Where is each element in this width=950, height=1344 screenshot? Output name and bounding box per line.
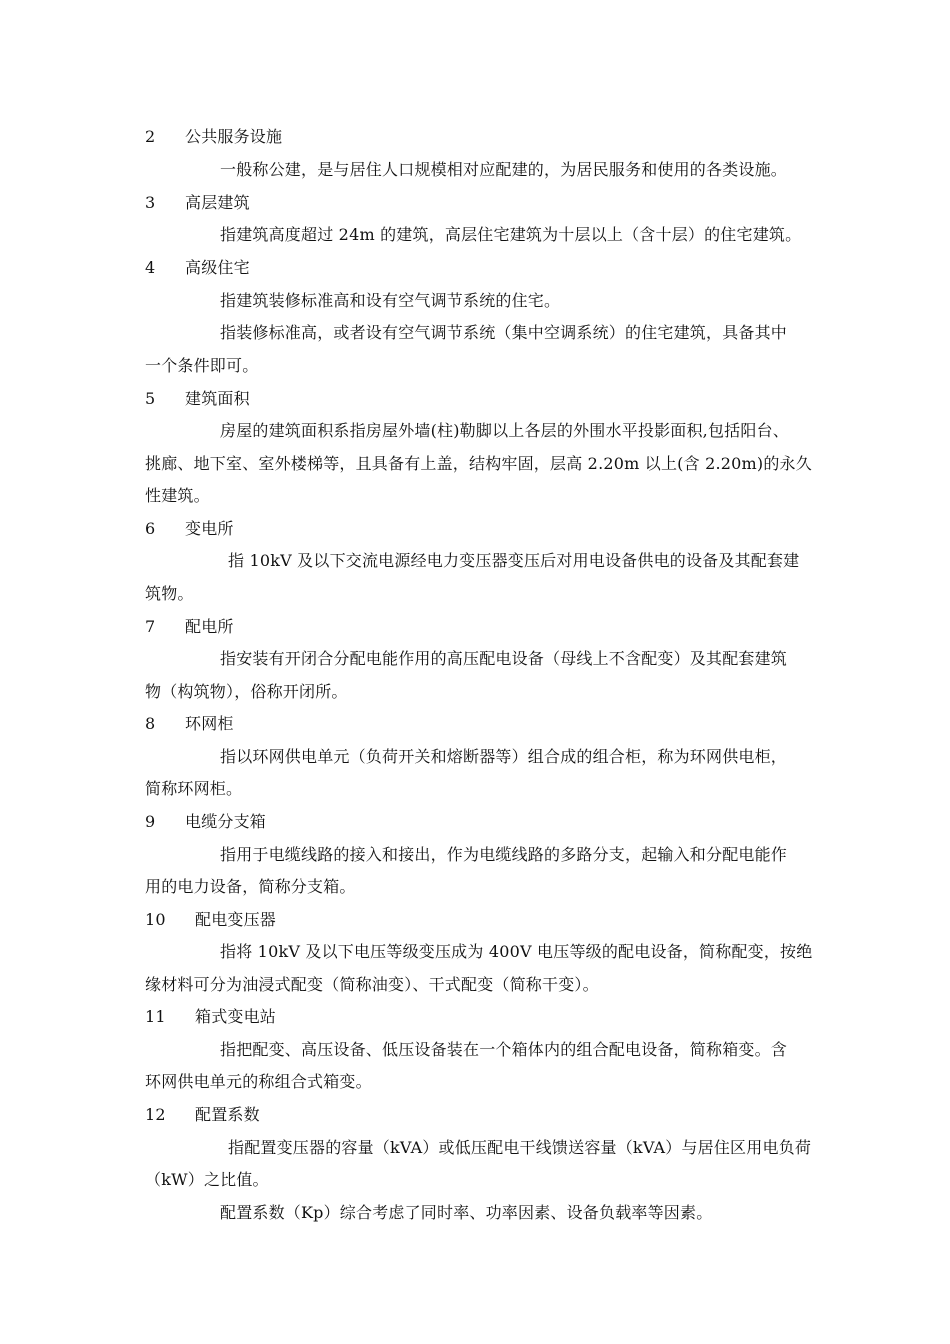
section-heading: 7 配电所 <box>145 617 234 636</box>
paragraph-line: 配置系数（Kp）综合考虑了同时率、功率因素、设备负载率等因素。 <box>220 1203 713 1222</box>
section-heading: 5 建筑面积 <box>145 389 250 408</box>
paragraph-line: 一个条件即可。 <box>145 356 259 375</box>
paragraph-line: 指将 10kV 及以下电压等级变压成为 400V 电压等级的配电设备，简称配变，按绝 <box>220 942 813 961</box>
paragraph-line: 用的电力设备，简称分支箱。 <box>145 877 356 896</box>
paragraph-line: 指建筑高度超过 24m 的建筑，高层住宅建筑为十层以上（含十层）的住宅建筑。 <box>220 225 802 244</box>
paragraph-line: 挑廊、地下室、室外楼梯等，且具备有上盖，结构牢固，层高 2.20m 以上(含 2.20m)的永久 <box>145 454 812 473</box>
section-heading: 6 变电所 <box>145 519 234 538</box>
section-heading: 11 箱式变电站 <box>145 1007 277 1026</box>
section-heading: 9 电缆分支箱 <box>145 812 267 831</box>
section-heading: 3 高层建筑 <box>145 193 250 212</box>
paragraph-line: 指建筑装修标准高和设有空气调节系统的住宅。 <box>220 291 561 310</box>
section-heading: 12 配置系数 <box>145 1105 260 1124</box>
paragraph-line: 指用于电缆线路的接入和接出，作为电缆线路的多路分支，起输入和分配电能作 <box>220 845 788 864</box>
paragraph-line: 筑物。 <box>145 584 194 603</box>
section-heading: 4 高级住宅 <box>145 258 250 277</box>
paragraph-line: 指安装有开闭合分配电能作用的高压配电设备（母线上不含配变）及其配套建筑 <box>220 649 788 668</box>
section-heading: 8 环网柜 <box>145 714 234 733</box>
paragraph-line: 房屋的建筑面积系指房屋外墙(柱)勒脚以上各层的外围水平投影面积,包括阳台、 <box>220 421 789 440</box>
paragraph-line: 指 10kV 及以下交流电源经电力变压器变压后对用电设备供电的设备及其配套建 <box>228 551 800 570</box>
paragraph-line: 物（构筑物），俗称开闭所。 <box>145 682 348 701</box>
section-heading: 2 公共服务设施 <box>145 127 283 146</box>
paragraph-line: 简称环网柜。 <box>145 779 243 798</box>
paragraph-line: 指配置变压器的容量（kVA）或低压配电干线馈送容量（kVA）与居住区用电负荷 <box>228 1138 812 1157</box>
paragraph-line: 指装修标准高，或者设有空气调节系统（集中空调系统）的住宅建筑，具备其中 <box>220 323 788 342</box>
paragraph-line: （kW）之比值。 <box>145 1170 269 1189</box>
paragraph-line: 性建筑。 <box>145 486 210 505</box>
paragraph-line: 指以环网供电单元（负荷开关和熔断器等）组合成的组合柜，称为环网供电柜， <box>220 747 788 766</box>
paragraph-line: 指把配变、高压设备、低压设备装在一个箱体内的组合配电设备，简称箱变。含 <box>220 1040 788 1059</box>
paragraph-line: 环网供电单元的称组合式箱变。 <box>145 1072 372 1091</box>
paragraph-line: 缘材料可分为油浸式配变（简称油变）、干式配变（简称干变）。 <box>145 975 599 994</box>
paragraph-line: 一般称公建，是与居住人口规模相对应配建的，为居民服务和使用的各类设施。 <box>220 160 788 179</box>
section-heading: 10 配电变压器 <box>145 910 277 929</box>
